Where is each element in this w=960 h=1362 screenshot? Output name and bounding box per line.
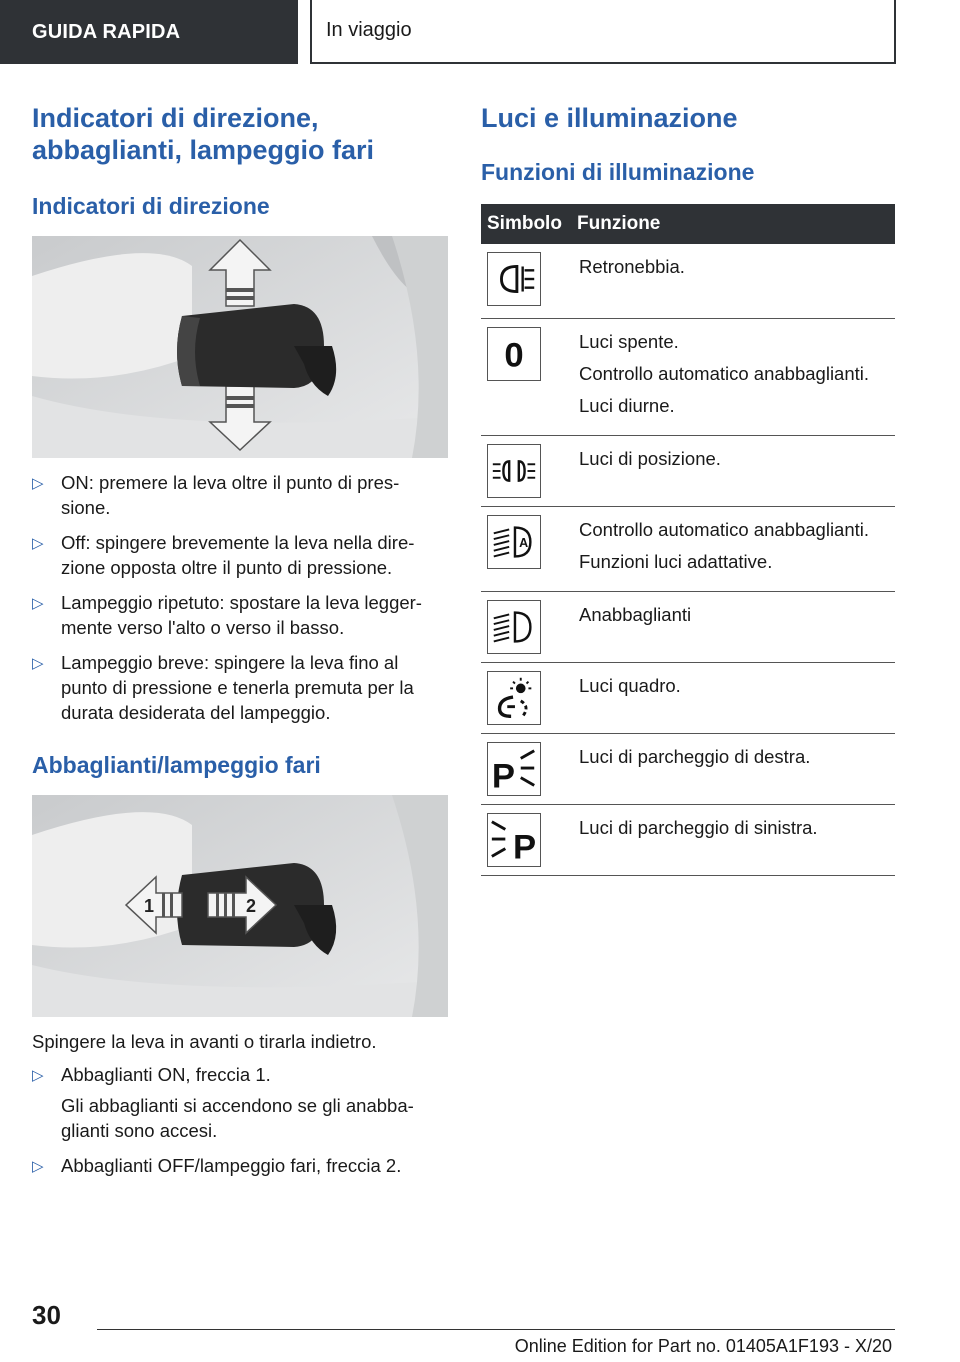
low-beam-icon xyxy=(487,600,541,654)
table-row: Anabbaglianti xyxy=(481,592,895,663)
svg-text:A: A xyxy=(519,535,529,550)
high-beam-intro: Spingere la leva in avanti o tirarla indietro. xyxy=(32,1031,377,1052)
header-chapter: In viaggio xyxy=(310,0,896,64)
list-item: ▷ Lampeggio ripetuto: spostare la leva legger-mente verso l'alto o verso il basso. xyxy=(32,592,422,638)
arrow-1-label: 1 xyxy=(144,896,155,916)
bullet-triangle-icon: ▷ xyxy=(32,655,44,672)
column-header-symbol: Simbolo xyxy=(481,204,571,244)
list-item: ▷ ON: premere la leva oltre il punto di pres-sione. xyxy=(32,472,400,518)
table-header-row xyxy=(481,204,895,244)
svg-text:P: P xyxy=(513,828,537,867)
list-item: ▷ Lampeggio breve: spingere la leva fino al punto di pressione e tenerla premuta per la durata desiderata del lampeggio. xyxy=(32,652,414,723)
turn-signal-lever-illustration xyxy=(32,236,448,458)
list-item: ▷ Off: spingere brevemente la leva nella dire-zione opposta oltre il punto di pressione. xyxy=(32,532,415,578)
table-row: Luci quadro. xyxy=(481,663,895,734)
table-row: Retronebbia. xyxy=(481,244,895,319)
right-column xyxy=(481,102,895,876)
column-header-function: Funzione xyxy=(571,204,895,244)
table-row: Luci di posizione. xyxy=(481,436,895,507)
page-number: 30 xyxy=(32,1300,61,1330)
right-parking-light-icon xyxy=(487,742,541,796)
high-beam-lever-illustration xyxy=(32,795,448,1017)
lights-title: Luci e illuminazione xyxy=(481,103,738,133)
footer-edition: Online Edition for Part no. 01405A1F193 - X/20 xyxy=(514,1336,892,1356)
bullet-triangle-icon: ▷ xyxy=(32,475,44,492)
high-beam-heading: Abbaglianti/lampeggio fari xyxy=(32,752,321,778)
rear-fog-light-icon xyxy=(487,252,541,306)
high-beam-note: Gli abbaglianti si accendono se gli anabba-glianti sono accesi. xyxy=(61,1095,414,1141)
turn-signal-instructions xyxy=(32,470,448,725)
bullet-triangle-icon: ▷ xyxy=(32,535,44,552)
high-beam-instructions xyxy=(32,1062,448,1178)
auto-headlight-icon xyxy=(487,515,541,569)
section-title-line1: Indicatori di direzione, xyxy=(32,103,319,133)
lights-off-icon xyxy=(487,327,541,381)
left-column xyxy=(32,102,448,1188)
section-title-line2: abbaglianti, lampeggio fari xyxy=(32,135,375,165)
svg-text:P: P xyxy=(491,757,515,796)
table-row: A Controllo automatico anabbaglianti. Funzioni luci adattative. xyxy=(481,507,895,592)
footer-divider xyxy=(97,1329,895,1330)
header-section: GUIDA RAPIDA xyxy=(0,0,298,64)
list-item: ▷ Abbaglianti ON, freccia 1. Gli abbaglianti si accendono se gli anabba-glianti sono accesi. xyxy=(32,1062,448,1143)
table-row: 0 Luci spente. Controllo automatico anabbaglianti. Luci diurne. xyxy=(481,319,895,436)
lighting-symbols-table xyxy=(481,204,895,876)
parking-lights-icon xyxy=(487,444,541,498)
bullet-triangle-icon: ▷ xyxy=(32,1067,44,1084)
bullet-triangle-icon: ▷ xyxy=(32,595,44,612)
svg-text:0: 0 xyxy=(504,336,524,375)
table-row: P Luci di parcheggio di sinistra. xyxy=(481,805,895,876)
bullet-triangle-icon: ▷ xyxy=(32,1158,44,1175)
left-parking-light-icon xyxy=(487,813,541,867)
section-title xyxy=(32,102,448,166)
turn-signals-heading: Indicatori di direzione xyxy=(32,193,270,219)
arrow-2-label: 2 xyxy=(246,896,257,916)
table-row: P Luci di parcheggio di destra. xyxy=(481,734,895,805)
instrument-lighting-icon xyxy=(487,671,541,725)
lighting-functions-heading: Funzioni di illuminazione xyxy=(481,159,755,185)
list-item: ▷ Abbaglianti OFF/lampeggio fari, freccia 2. xyxy=(32,1153,448,1178)
